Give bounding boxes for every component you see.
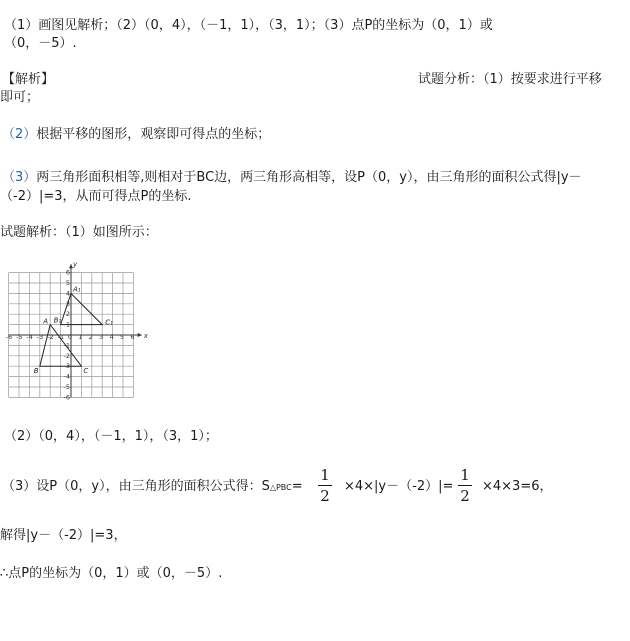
fraction-numerator: 1 bbox=[460, 466, 470, 484]
part-3-number: （3） bbox=[2, 170, 37, 185]
solution-part-3-middle: ×4×|y－（-2）|= bbox=[344, 479, 454, 494]
x-tick-label: 0 bbox=[68, 333, 73, 341]
part-3-lead: （3）设P（0，y），由三角形的面积公式得：S bbox=[2, 479, 270, 494]
analysis-part-3-line-2: （-2）|=3，从而可得点P的坐标. bbox=[0, 189, 192, 204]
analysis-continuation: 即可； bbox=[0, 90, 40, 105]
x-tick-label: -4 bbox=[26, 333, 33, 341]
answer-line-2: （0，－5）. bbox=[4, 36, 77, 51]
fraction-half-2 bbox=[458, 467, 472, 504]
x-tick-label: 3 bbox=[99, 333, 104, 341]
y-tick-label: -3 bbox=[63, 362, 70, 371]
x-axis-label: x bbox=[143, 332, 148, 340]
x-tick-label: -6 bbox=[5, 333, 13, 341]
y-tick-label: -5 bbox=[63, 383, 70, 391]
x-tick-label: 5 bbox=[120, 333, 125, 341]
analysis-intro: 试题分析：（1）按要求进行平移 bbox=[418, 72, 602, 87]
fraction-half-1 bbox=[318, 467, 332, 504]
x-tick-label: 1 bbox=[78, 333, 83, 341]
y-tick-label: 6 bbox=[65, 268, 70, 277]
equals-sign: = bbox=[291, 479, 303, 494]
part-2-number: （2） bbox=[2, 127, 37, 142]
x-tick-label: 4 bbox=[109, 333, 114, 341]
y-tick-label: 2 bbox=[65, 310, 70, 319]
y-tick-label: 1 bbox=[65, 320, 70, 329]
part-3-text: 两三角形面积相等,则相对于BC边，两三角形高相等，设P（0，y），由三角形的面积公式得|y－ bbox=[36, 170, 582, 185]
point-label: B₁ bbox=[53, 316, 62, 325]
analysis-heading: 【解析】 bbox=[2, 72, 55, 87]
point-label: C₁ bbox=[105, 318, 113, 327]
y-tick-label: 3 bbox=[65, 299, 70, 308]
fraction-denominator: 2 bbox=[460, 487, 470, 505]
x-tick-label: -1 bbox=[57, 333, 65, 341]
coordinate-graph bbox=[5, 258, 155, 408]
analysis-part-2 bbox=[2, 127, 270, 143]
solution-intro: 试题解析：（1）如图所示： bbox=[0, 225, 158, 240]
point-label: A₁ bbox=[73, 285, 81, 294]
y-tick-label: -1 bbox=[63, 341, 70, 350]
fraction-numerator: 1 bbox=[320, 466, 330, 484]
x-tick-label: 6 bbox=[130, 333, 135, 341]
solution-solve: 解得|y－（-2）|=3， bbox=[0, 528, 127, 543]
x-tick-label: 2 bbox=[88, 333, 93, 341]
analysis-part-3 bbox=[2, 170, 582, 186]
x-tick-label: -5 bbox=[16, 333, 23, 341]
fraction-bar bbox=[318, 485, 332, 486]
triangle-subscript: △PBC bbox=[269, 483, 292, 492]
point-label: C bbox=[83, 367, 89, 376]
y-tick-label: -6 bbox=[63, 393, 70, 402]
y-tick-label: -2 bbox=[63, 351, 70, 360]
solution-part-3 bbox=[2, 479, 303, 496]
point-label: A bbox=[43, 317, 48, 326]
x-tick-label: -3 bbox=[36, 333, 44, 341]
point-label: B bbox=[33, 367, 39, 376]
part-2-text: 根据平移的图形，观察即可得点的坐标； bbox=[36, 127, 271, 142]
y-axis-label: y bbox=[73, 260, 78, 269]
x-tick-label: -2 bbox=[47, 333, 54, 341]
solution-conclusion: ∴点P的坐标为（0，1）或（0，－5）. bbox=[0, 566, 223, 581]
y-tick-label: -4 bbox=[63, 372, 70, 381]
y-tick-label: 4 bbox=[65, 289, 70, 298]
answer-line-1: （1）画图见解析；（2）（0，4），（－1，1），（3，1）；（3）点P的坐标为（0，1）或 bbox=[4, 18, 493, 33]
solution-part-3-end: ×4×3=6， bbox=[482, 479, 553, 494]
fraction-bar bbox=[458, 485, 472, 486]
graph-point-labels bbox=[34, 285, 113, 375]
y-tick-label: 5 bbox=[65, 279, 70, 287]
fraction-denominator: 2 bbox=[320, 487, 330, 505]
solution-part-2: （2）（0，4），（－1，1），（3，1）； bbox=[4, 429, 218, 444]
x-axis-arrow bbox=[138, 333, 142, 337]
